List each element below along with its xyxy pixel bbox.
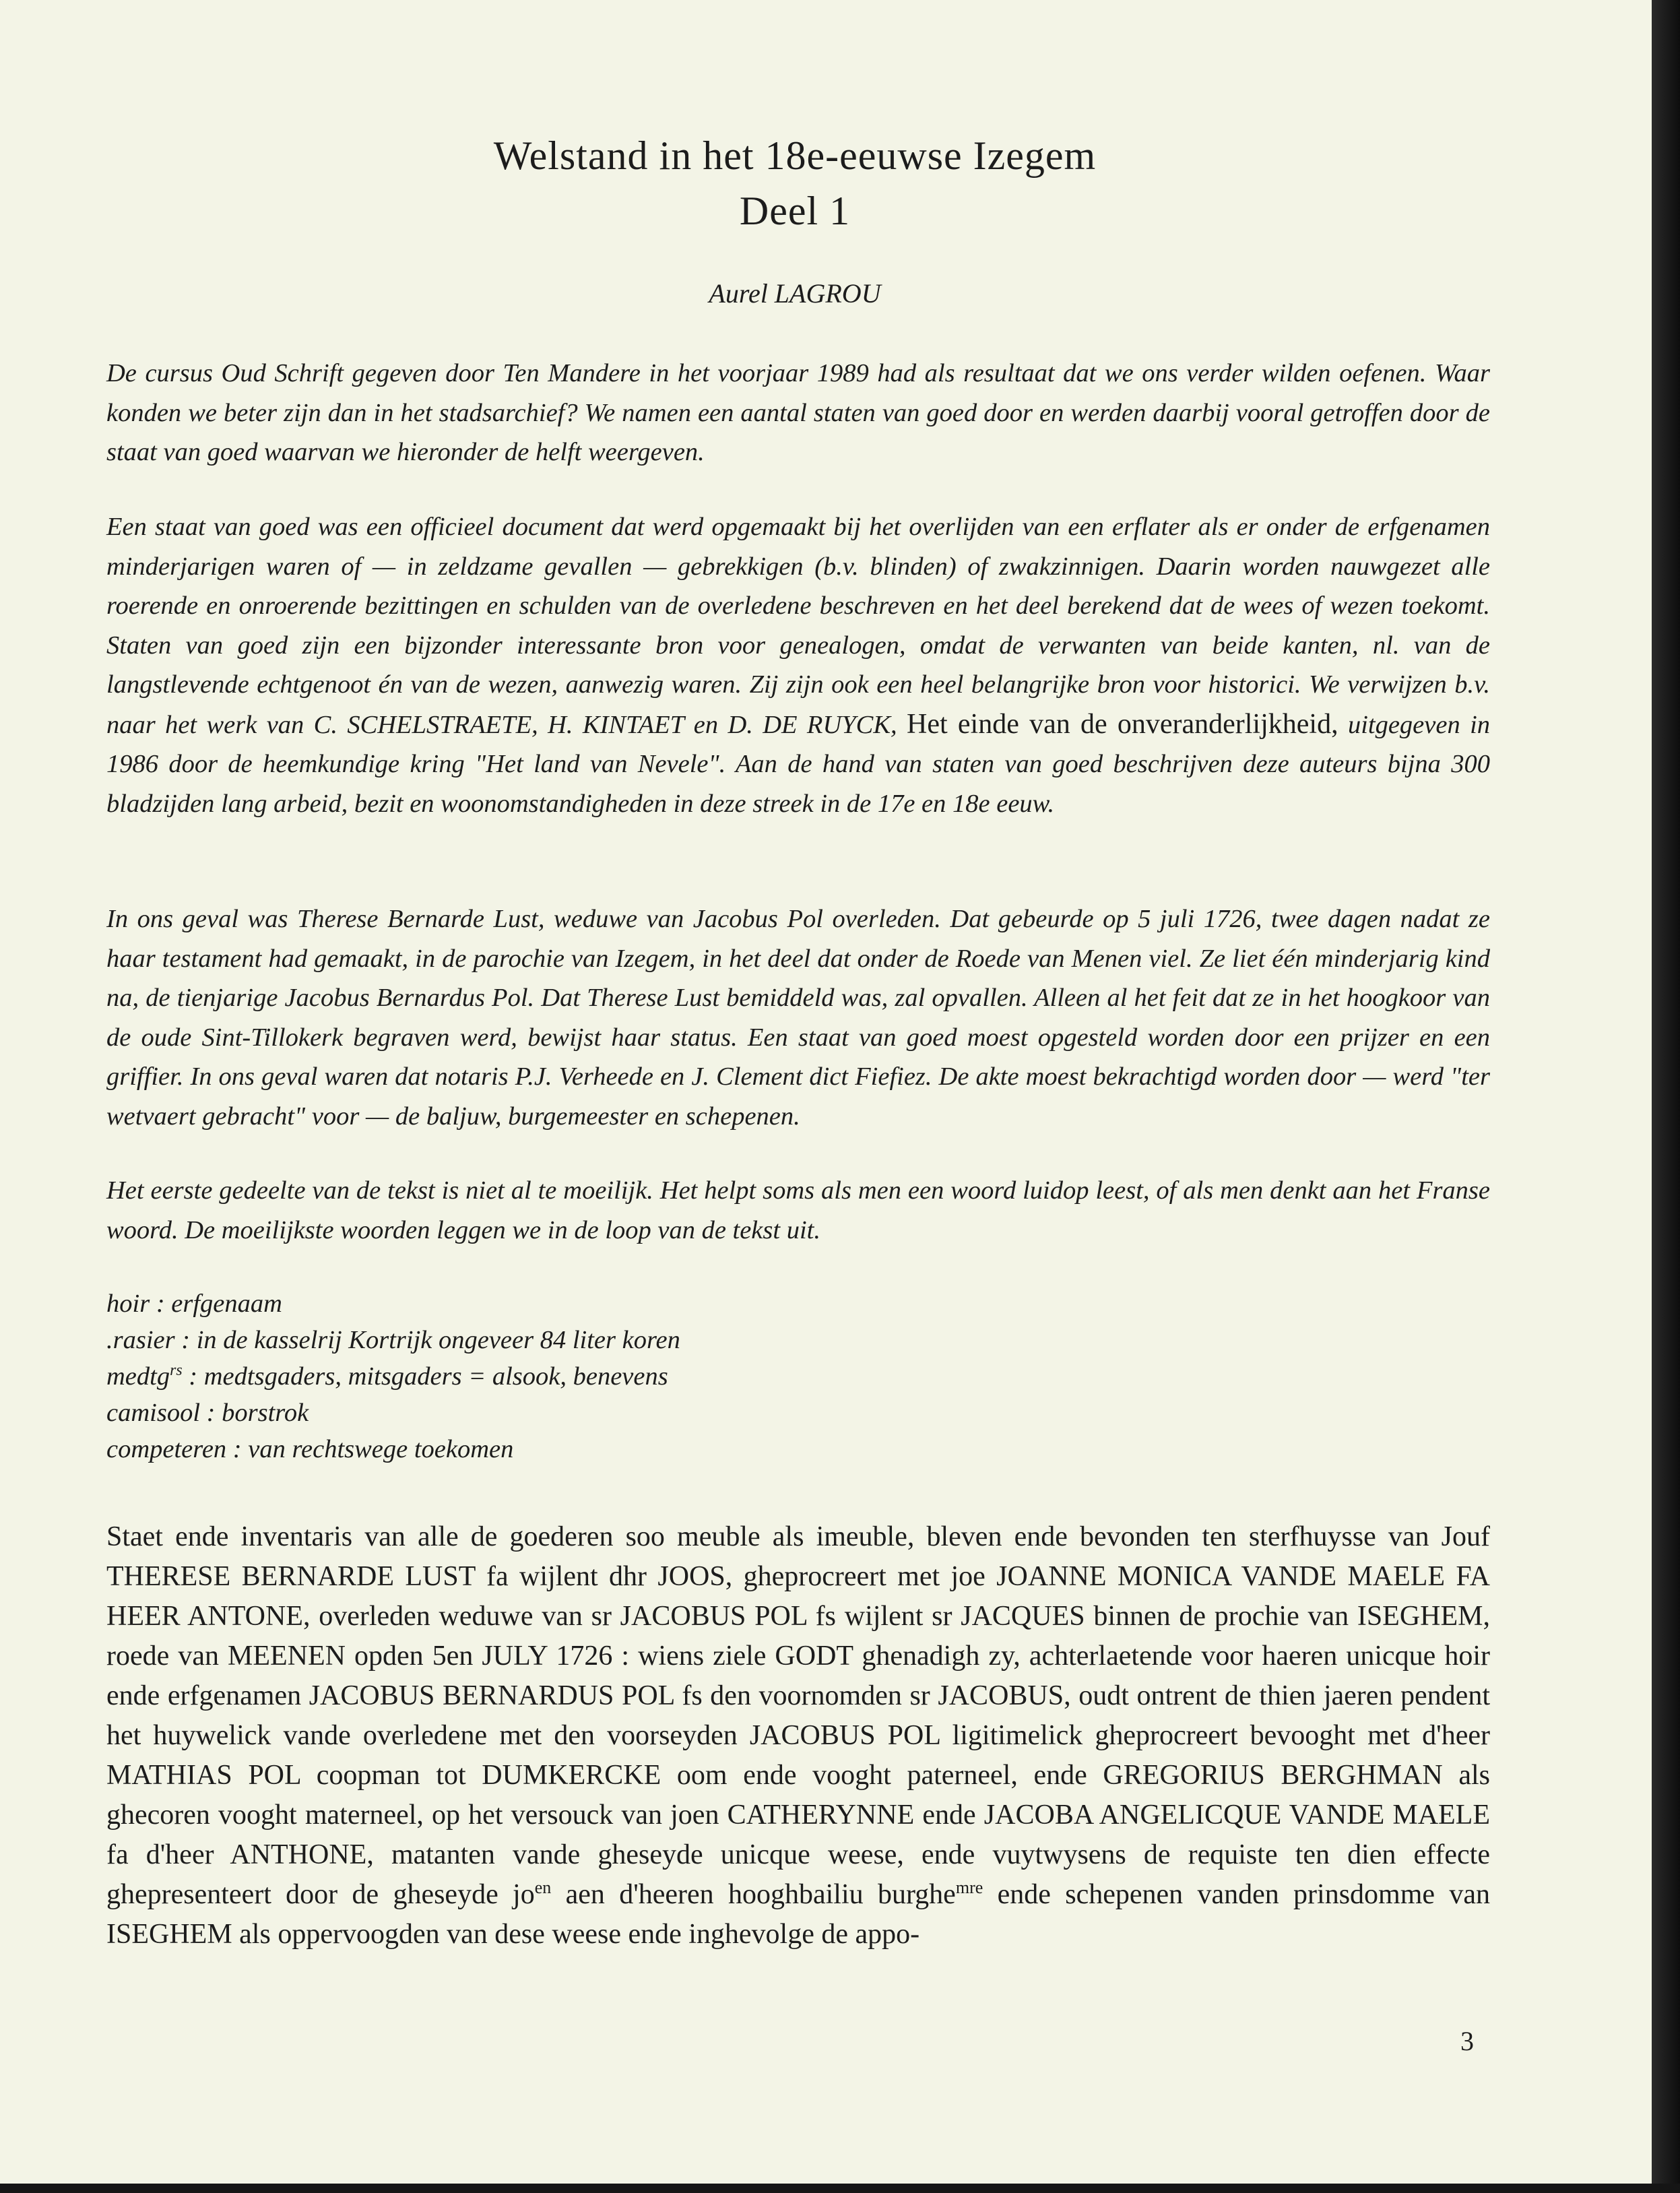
intro-paragraph-3: In ons geval was Therese Bernarde Lust, weduwe van Jacobus Pol overleden. Dat gebeurde op 5 juli 1726, twee dagen nadat ze haar testament had gemaakt, in de parochie van Izegem, in het deel dat onder de Roede van Menen viel. Ze liet één minderjarig kind na, de tienjarige Jacobus Bernardus Pol. Dat Therese Lust bemiddeld was, zal opvallen. Alleen al het feit dat ze in het hoogkoor van de oude Sint-Tillokerk begraven werd, bewijst haar status. Een staat van goed moest opgesteld worden door een prijzer en een griffier. In ons geval waren dat notaris P.J. Verheede en J. Clement dict Fiefiez. De akte moest bekrachtigd worden door — werd "ter wetvaert gebracht" voor — de baljuw, burgemeester en schepenen. bbox=[106, 905, 1490, 1131]
glossary-item: medtg$^{rs}$ : medtsgaders, mitsgaders = alsook, benevens bbox=[106, 1362, 668, 1391]
title-line-2: Deel 1 bbox=[739, 189, 851, 233]
glossary-term-superscript: rs bbox=[170, 1362, 183, 1380]
page-number: 3 bbox=[1460, 2026, 1474, 2056]
superscript-mre: mre bbox=[955, 1878, 983, 1897]
glossary-definition: borstrok bbox=[222, 1399, 309, 1427]
transcript-text-2: , gheprocreert met joe JOANNE MONICA VANDE MAELE FA HEER ANTONE, overleden weduwe van sr JACOBUS POL fs wijlent sr JACQUES binnen de prochie van ISEGHEM, roede van MEENEN opden 5en JULY 1726 : wiens ziele GODT ghenadigh zy, achterlaetende voor haeren unicque hoir ende erfgenamen JACOBUS BERNARDUS POL fs den voornomden sr JACOBUS, oudt ontrent de thien jaeren pendent het huywelick vande overledene met den voorseyden JACOBUS POL ligitimelick gheprocreert bevooght met d'heer MATHIAS POL coopman tot DUMKERCKE oom ende vooght paterneel, ende GREGORIUS BERGHMAN als ghecoren vooght materneel, op het versouck van joen CATHERYNNE ende JACOBA ANGELICQUE VANDE MAELE fa d'heer ANTHONE, matanten vande gheseyde unicque weese, ende vuytwysens de requiste ten dien effecte ghepresenteert door de gheseyde jo bbox=[106, 1561, 1491, 1910]
glossary-item: camisool : borstrok bbox=[106, 1399, 309, 1427]
glossary-definition: medtsgaders, mitsgaders = alsook, benevens bbox=[203, 1362, 668, 1391]
glossary-definition: erfgenaam bbox=[171, 1290, 282, 1318]
transcript-joos: JOOS bbox=[657, 1561, 725, 1592]
glossary-term: .rasier bbox=[106, 1326, 175, 1354]
page-bottom-edge bbox=[0, 2184, 1680, 2193]
author-name: Aurel LAGROU bbox=[709, 278, 881, 309]
archival-transcript bbox=[106, 1517, 1490, 1954]
intro-paragraph-1: De cursus Oud Schrift gegeven door Ten Mandere in het voorjaar 1989 had als resultaat dat we ons verder wilden oefenen. Waar konden we beter zijn dan in het stadsarchief? We namen een aantal staten van goed door en werden daarbij vooral getroffen door de staat van goed waarvan we hieronder de helft weergeven. bbox=[106, 359, 1490, 466]
glossary-definition: van rechtswege toekomen bbox=[248, 1435, 514, 1463]
transcript-text-4: ende schepenen vanden prinsdomme van ISEGHEM als oppervoogden van dese weese ende inghevolge de appo- bbox=[106, 1879, 1490, 1950]
glossary-list bbox=[106, 1285, 1490, 1467]
glossary-term: camisool bbox=[106, 1399, 201, 1427]
title-line-1: Welstand in het 18e-eeuwse Izegem bbox=[493, 133, 1097, 178]
glossary-item: .rasier : in de kasselrij Kortrijk ongeveer 84 liter koren bbox=[106, 1326, 680, 1354]
glossary-term: medtg bbox=[106, 1362, 170, 1391]
article-title bbox=[0, 128, 1590, 239]
glossary-term: competeren bbox=[106, 1435, 227, 1463]
binding-edge bbox=[1652, 0, 1680, 2193]
glossary-term: hoir bbox=[106, 1290, 150, 1318]
glossary-item: competeren : van rechtswege toekomen bbox=[106, 1435, 514, 1463]
intro-paragraph-4: Het eerste gedeelte van de tekst is niet al te moeilijk. Het helpt soms als men een woord luidop leest, of als men denkt aan het Franse woord. De moeilijkste woorden leggen we in de loop van de tekst uit. bbox=[106, 1176, 1490, 1244]
paragraph-2-text-a: Een staat van goed was een officieel document dat werd opgemaakt bij het overlijden van een erflater als er onder de erfgenamen minderjarigen waren of — in zeldzame gevallen — gebrekkigen (b.v. blinden) of zwakzinnigen. Daarin worden nauwgezet alle roerende en onroerende bezittingen en schulden van de overledene beschreven en het deel berekend dat de wees of wezen toekomt. Staten van goed zijn een bijzonder interessante bron voor genealogen, omdat de verwanten van beide kanten, nl. van de langstlevende echtgenoot én van de wezen, aanwezig waren. Zij zijn ook een heel belangrijke bron voor historici. We verwijzen b.v. naar het werk van C. SCHELSTRAETE, H. KINTAET en D. DE RUYCK, bbox=[106, 513, 1490, 739]
intro-paragraph-2 bbox=[106, 507, 1490, 823]
transcript-text-3: aen d'heeren hooghbailiu burghe bbox=[551, 1879, 956, 1910]
book-title: Het einde van de onveranderlijkheid, bbox=[907, 708, 1338, 740]
glossary-item: hoir : erfgenaam bbox=[106, 1290, 282, 1318]
glossary-definition: in de kasselrij Kortrijk ongeveer 84 liter koren bbox=[196, 1326, 680, 1354]
paragraph-2-text-b: uitgegeven in 1986 door de heemkundige kring "Het land van Nevele". Aan de hand van staten van goed beschrijven deze auteurs bijna 300 bladzijden lang arbeid, bezit en woonomstandigheden in deze streek in de 17e en 18e eeuw. bbox=[106, 710, 1491, 818]
transcript-text-1: Staet ende inventaris van alle de goederen soo meuble als imeuble, bleven ende bevonden ten sterfhuysse van Jouf THERESE BERNARDE LUST fa wijlent dhr bbox=[106, 1521, 1490, 1592]
superscript-en: en bbox=[534, 1878, 552, 1897]
